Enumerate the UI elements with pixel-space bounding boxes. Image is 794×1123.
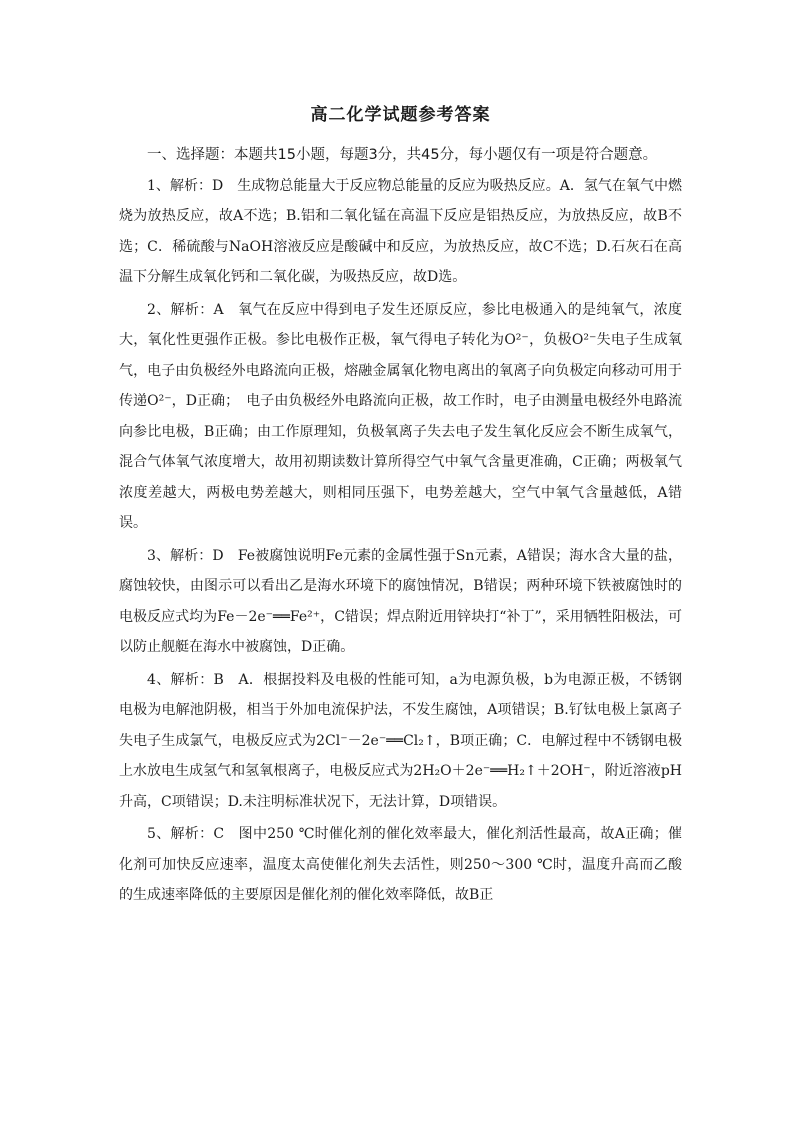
answer-2: 2、解析：A 氧气在反应中得到电子发生还原反应，参比电极通入的是纯氧气，浓度大，氧化性更强作正极。参比电极作正极，氧气得电子转化为O²⁻，负极O²⁻失电子生成氧气，电子由负极经外电路流向正极，熔融金属氧化物电离出的氧离子向负极定向移动可用于传递O²⁻，D正确； 电子由负极经外电路流向正极，故工作时，电子由测量电极经外电路流向参比电极，B正确；由工作原理知，负极氧离子失去电子发生氧化反应会不断生成氧气，混合气体氧气浓度增大，故用初期读数计算所得空气中氧气含量更准确，C正确；两极氧气浓度差越大，两极电势差越大，则相同压强下，电势差越大，空气中氧气含量越低，A错误。	[119, 301, 682, 531]
section-heading: 一、选择题：本题共15小题，每题3分，共45分，每小题仅有一项是符合题意。	[147, 147, 658, 163]
answer-4: 4、解析：B A．根据投料及电极的性能可知，a为电源负极，b为电源正极，不锈钢电极为电解池阴极，相当于外加电流保护法，不发生腐蚀，A项错误；B.钌钛电极上氯离子失电子生成氯气，电极反应式为2Cl⁻－2e⁻══Cl₂↑，B项正确；C．电解过程中不锈钢电极上水放电生成氢气和氢氧根离子，电极反应式为2H₂O＋2e⁻══H₂↑＋2OH⁻，附近溶液pH升高，C项错误；D.未注明标准状况下，无法计算，D项错误。	[119, 671, 682, 810]
page-title: 高二化学试题参考答案	[310, 105, 491, 125]
answer-5: 5、解析：C 图中250 ℃时催化剂的催化效率最大，催化剂活性最高，故A正确；催化剂可加快反应速率，温度太高使催化剂失去活性，则250～300 ℃时，温度升高而乙酸的生成速率降低的主要原因是催化剂的催化效率降低，故B正	[119, 826, 682, 903]
answer-sheet	[119, 100, 682, 913]
answer-1: 1、解析：D 生成物总能量大于反应物总能量的反应为吸热反应。A．氢气在氧气中燃烧为放热反应，故A不选；B.铝和二氧化锰在高温下反应是铝热反应，为放热反应，故B不选；C．稀硫酸与NaOH溶液反应是酸碱中和反应，为放热反应，故C不选；D.石灰石在高温下分解生成氧化钙和二氧化碳，为吸热反应，故D选。	[119, 177, 682, 285]
answer-3: 3、解析：D Fe被腐蚀说明Fe元素的金属性强于Sn元素，A错误；海水含大量的盐，腐蚀较快，由图示可以看出乙是海水环境下的腐蚀情况，B错误；两种环境下铁被腐蚀时的电极反应式均为Fe－2e⁻══Fe²⁺，C错误；焊点附近用锌块打“补丁”，采用牺牲阳极法，可以防止舰艇在海水中被腐蚀，D正确。	[119, 547, 682, 655]
